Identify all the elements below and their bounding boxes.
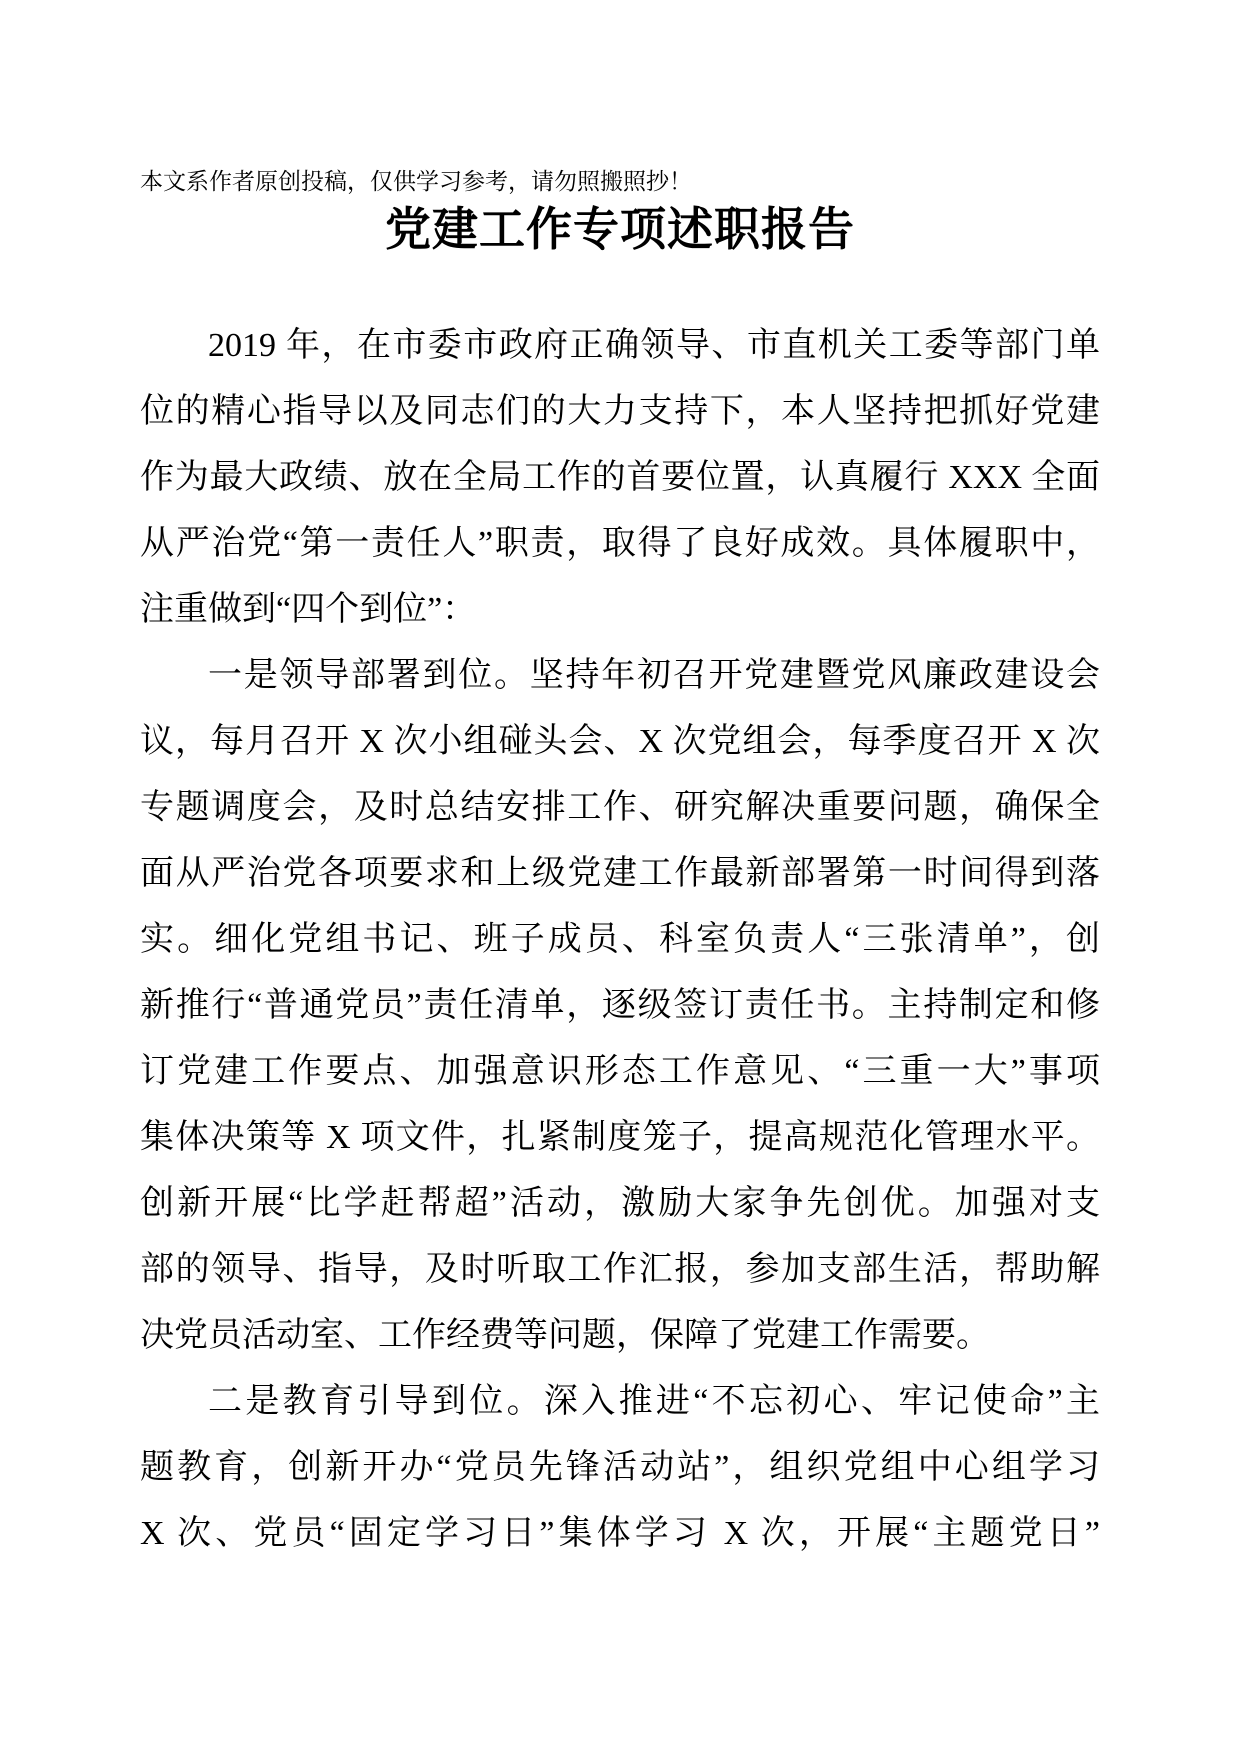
text-line: 专题调度会，及时总结安排工作、研究解决重要问题，确保全 (140, 789, 1100, 826)
text-line: 二是教育引导到位。深入推进“不忘初心、牢记使命”主 (208, 1383, 1100, 1420)
paragraph-intro (140, 313, 1100, 643)
disclaimer-text: 本文系作者原创投稿，仅供学习参考，请勿照搬照抄！ (140, 168, 692, 194)
paragraph-section-one (140, 643, 1100, 1369)
text-line: 实。细化党组书记、班子成员、科室负责人“三张清单”，创 (140, 921, 1100, 958)
text-line: 部的领导、指导，及时听取工作汇报，参加支部生活，帮助解 (140, 1251, 1100, 1288)
text-line: 题教育，创新开办“党员先锋活动站”，组织党组中心组学习 (140, 1449, 1100, 1486)
text-line: 作为最大政绩、放在全局工作的首要位置，认真履行 XXX 全面 (140, 459, 1100, 496)
text-line: 订党建工作要点、加强意识形态工作意见、“三重一大”事项 (140, 1053, 1100, 1090)
text-line: 从严治党“第一责任人”职责，取得了良好成效。具体履职中， (140, 525, 1100, 562)
text-line: 注重做到“四个到位”： (140, 591, 477, 628)
text-line: 议，每月召开 X 次小组碰头会、X 次党组会，每季度召开 X 次 (140, 723, 1100, 760)
text-line: 2019 年，在市委市政府正确领导、市直机关工委等部门单 (208, 327, 1100, 364)
document-body (140, 313, 1100, 1567)
text-line: 决党员活动室、工作经费等问题，保障了党建工作需要。 (140, 1317, 990, 1354)
text-line: 面从严治党各项要求和上级党建工作最新部署第一时间得到落 (140, 855, 1100, 892)
text-line: 一是领导部署到位。坚持年初召开党建暨党风廉政建设会 (208, 657, 1100, 694)
paragraph-section-two (140, 1369, 1100, 1567)
document-title: 党建工作专项述职报告 (385, 203, 855, 255)
text-line: 新推行“普通党员”责任清单，逐级签订责任书。主持制定和修 (140, 987, 1100, 1024)
text-line: 集体决策等 X 项文件，扎紧制度笼子，提高规范化管理水平。 (140, 1119, 1100, 1156)
text-line: 位的精心指导以及同志们的大力支持下，本人坚持把抓好党建 (140, 393, 1100, 430)
text-line: 创新开展“比学赶帮超”活动，激励大家争先创优。加强对支 (140, 1185, 1100, 1222)
text-line: X 次、党员“固定学习日”集体学习 X 次，开展“主题党日” (140, 1515, 1100, 1552)
